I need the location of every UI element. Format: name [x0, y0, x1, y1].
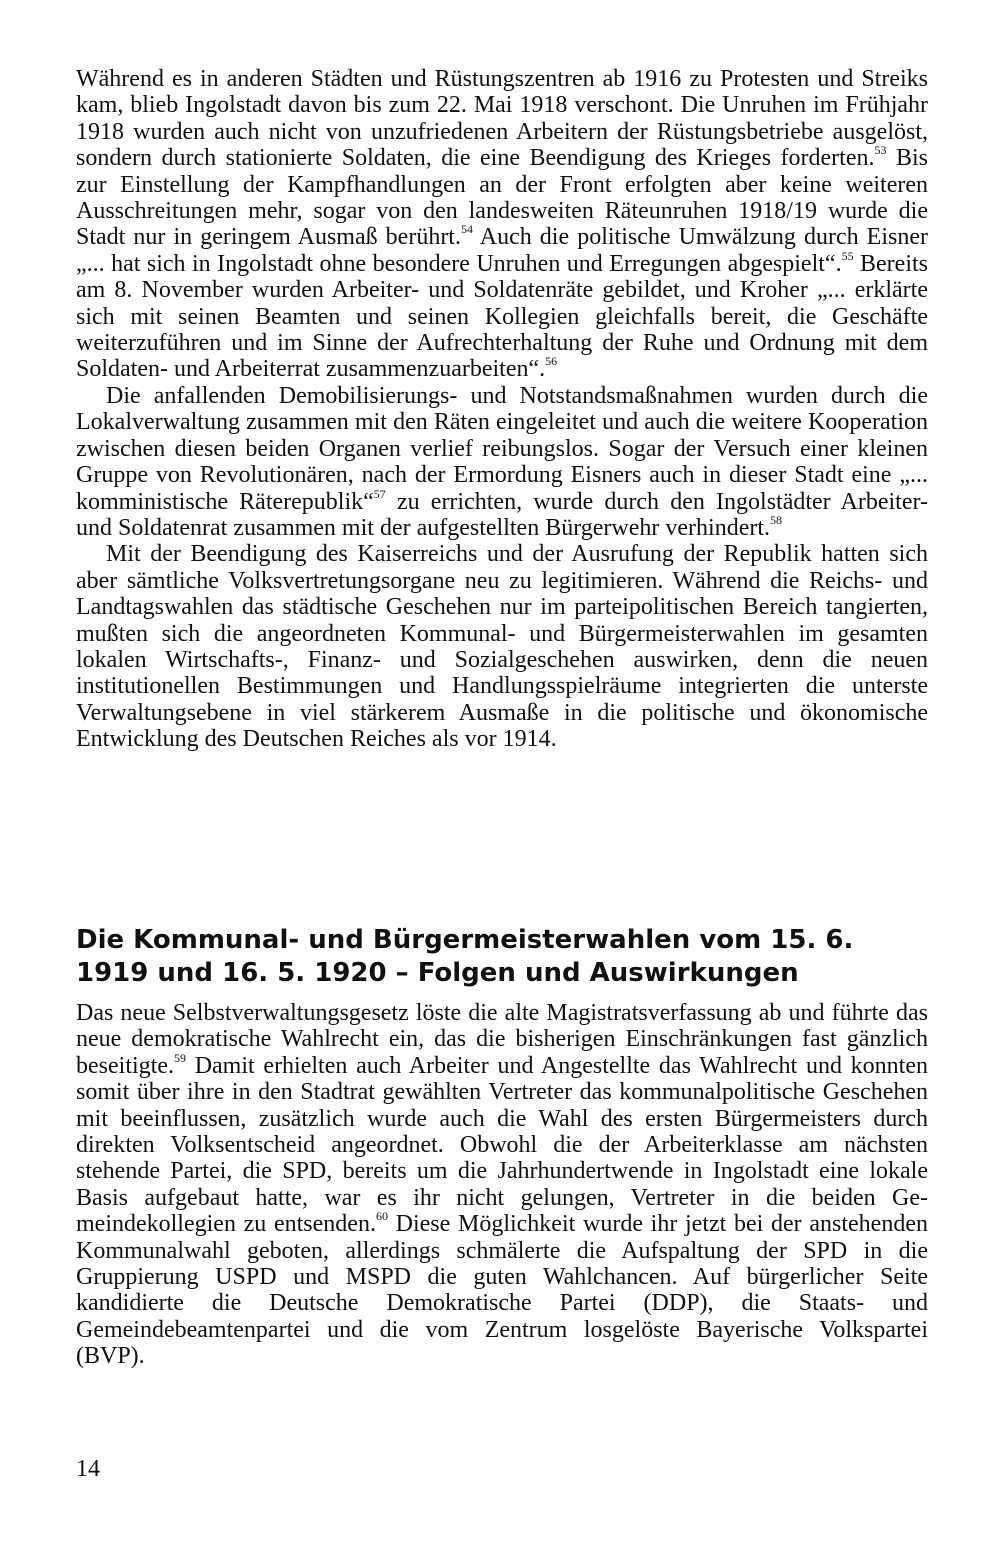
paragraph-text: Die anfallenden Demobilisierungs- und Notstandsmaßnahmen wurden durch die Lokalverwaltung zusammen mit den Räten eingeleitet und auch die weitere Kooperation zwischen diesen beiden Organen verlief reibungslos. Sogar der Versuch einer kleinen Gruppe von Revolutionären, nach der Ermordung Eisners auch in dieser Stadt eine „... komministische Räterepublik“	[76, 382, 928, 515]
page-number: 14	[76, 1456, 100, 1482]
footnote-marker: 57	[373, 486, 386, 501]
footnote-marker: 53	[874, 143, 887, 158]
footnote-marker: 59	[173, 1050, 186, 1065]
footnote-marker: 60	[375, 1209, 388, 1224]
paragraph-text: zu errichten, wurde durch den Ingolstädter Arbeiter- und Soldatenrat zusammen mit der aufgestellten Bürgerwehr verhindert.	[76, 488, 928, 541]
paragraph	[76, 383, 928, 541]
paragraph-text: Mit der Beendigung des Kaiserreichs und der Ausrufung der Republik hatten sich aber sämtliche Volksvertretungsorgane neu zu legitimieren. Während die Reichs- und Landtagswahlen das städtische Geschehen nur im parteipolitischen Bereich tangierten, mußten sich die angeordneten Kommunal- und Bürgermeisterwahlen im gesamten lokalen Wirtschafts-, Finanz- und Sozialgeschehen auswirken, denn die neuen institutionellen Bestimmungen und Handlungsspielräume integrierten die unterste Verwaltungsebene in viel stärkerem Ausmaße in die politische und ökonomische Entwicklung des Deutschen Reiches als vor 1914.	[76, 541, 928, 753]
paragraph	[76, 541, 928, 752]
paragraph-text: Bereits am 8. November wurden Arbeiter- und Soldatenräte gebildet, und Kroher „... erklärte sich mit seinen Beamten und seinen Kollegien gleichfalls bereit, die Geschäfte weiterzuführen und im Sinne der Aufrechterhaltung der Ruhe und Ordnung mit dem Soldaten- und Arbeiterrat zusammenzuarbeiten“.	[76, 250, 929, 383]
body-text-bottom	[76, 1000, 928, 1370]
footnote-marker: 55	[841, 248, 854, 263]
footnote-marker: 58	[770, 512, 783, 527]
paragraph-text: Auch die politische Umwälzung durch Eisner „... hat sich in Ingolstadt ohne besondere Unruhen und Erregungen abgespielt“.	[76, 224, 928, 277]
paragraph	[76, 1000, 928, 1370]
paragraph-text: Das neue Selbstverwaltungsgesetz löste die alte Magistratsverfassung ab und führte das neue demokratische Wahlrecht ein, das die bisherigen Einschränkungen fast gänzlich beseitigte.	[76, 1000, 928, 1079]
section-heading: Die Kommunal- und Bürgermeisterwahlen vom 15. 6. 1919 und 16. 5. 1920 – Folgen und Auswirkungen	[76, 925, 854, 988]
footnote-marker: 54	[460, 222, 473, 237]
footnote-marker: 56	[545, 354, 558, 369]
paragraph-text: Diese Möglichkeit wurde ihr jetzt bei der anstehenden Kommunalwahl geboten, allerdings schmälerte die Aufspaltung der SPD in die Gruppierung USPD und MSPD die guten Wahlchancen. Auf bürgerlicher Seite kandidierte die Deutsche Demokratische Partei (DDP), die Staats- und Gemeindebeamtenpartei und die vom Zentrum losgelöste Bayerische Volkspartei (BVP).	[76, 1211, 928, 1370]
paragraph	[76, 66, 928, 383]
paragraph-text: Bis zur Einstellung der Kampfhandlungen an der Front erfolgten aber keine weiteren Ausschreitungen mehr, sogar von den landesweiten Räteunruhen 1918/19 wurde die Stadt nur in geringem Ausmaß berührt.	[76, 145, 929, 251]
body-text-top	[76, 66, 928, 753]
paragraph-text: Damit erhielten auch Arbeiter und Angestellte das Wahlrecht und konnten somit über ihre in den Stadtrat gewählten Vertreter das kommunalpolitische Geschehen mit beeinflussen, zusätzlich wurde auch die Wahl des ersten Bürgermeisters durch direkten Volksentscheid angeordnet. Obwohl die der Arbeiterklasse am nächsten stehende Partei, die SPD, bereits um die Jahrhundertwende in Ingolstadt eine lokale Basis aufgebaut hatte, war es ihr nicht gelungen, Vertreter in die beiden Gemeindekollegien zu entsenden.	[76, 1052, 928, 1238]
paragraph-text: Während es in anderen Städten und Rüstungszentren ab 1916 zu Protesten und Streiks kam, blieb Ingolstadt davon bis zum 22. Mai 1918 verschont. Die Unruhen im Frühjahr 1918 wurden auch nicht von unzufriedenen Arbeitern der Rüstungsbetriebe ausgelöst, sondern durch stationierte Soldaten, die eine Beendigung des Krieges forderten.	[76, 66, 928, 172]
